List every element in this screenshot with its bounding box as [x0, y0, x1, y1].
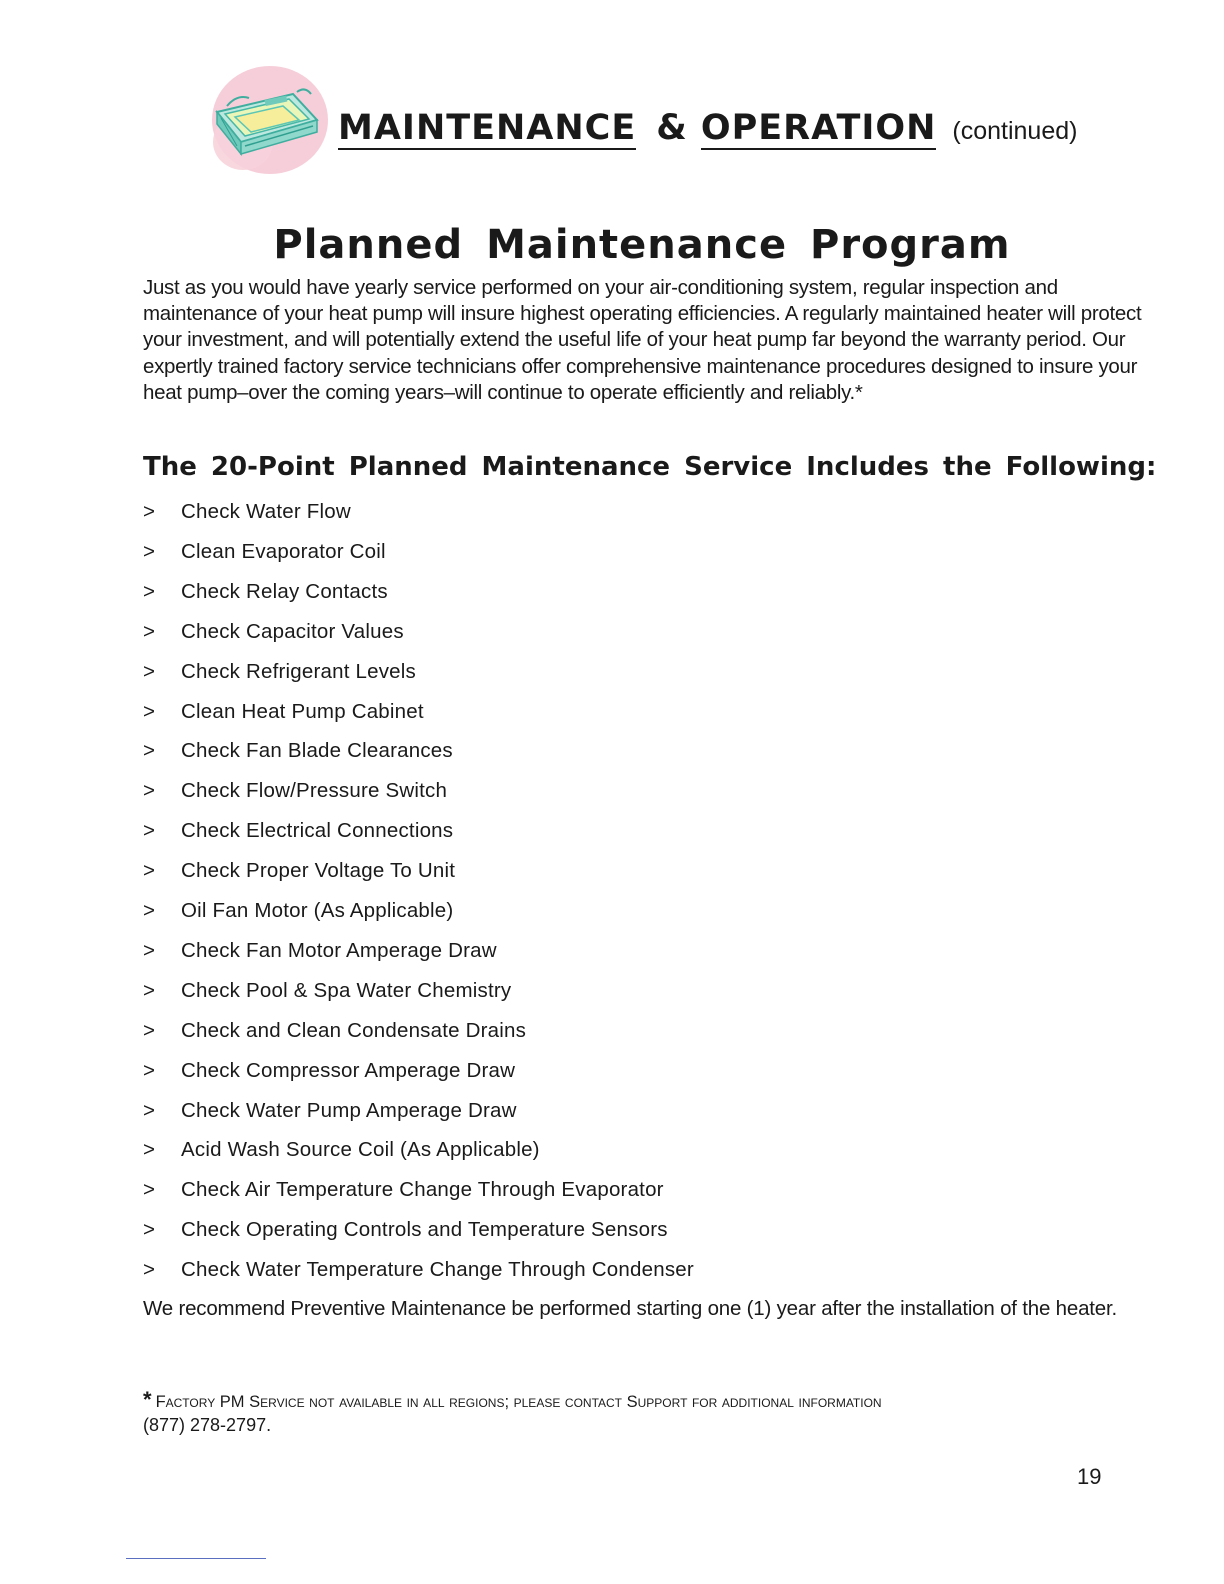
- footnote-text: Factory PM Service not available in all regions; please contact Support for additional information: [155, 1393, 882, 1411]
- bullet-arrow-icon: >: [143, 1178, 155, 1201]
- bullet-arrow-icon: >: [143, 979, 155, 1002]
- bullet-arrow-icon: >: [143, 620, 155, 643]
- page-title: Planned Maintenance Program: [273, 222, 1011, 268]
- checklist-item-label: Check and Clean Condensate Drains: [181, 1019, 527, 1042]
- checklist-item-label: Check Fan Motor Amperage Draw: [181, 939, 497, 962]
- checklist-item-label: Check Water Temperature Change Through Condenser: [181, 1258, 694, 1281]
- checklist-item-label: Check Air Temperature Change Through Evaporator: [181, 1178, 664, 1201]
- header-continued: (continued): [952, 117, 1078, 145]
- bullet-arrow-icon: >: [143, 819, 155, 842]
- footer-divider: [126, 1558, 266, 1559]
- checklist-item-label: Check Water Flow: [181, 500, 351, 523]
- checklist-item-label: Check Refrigerant Levels: [181, 660, 416, 683]
- bullet-arrow-icon: >: [143, 500, 155, 523]
- checklist-item-label: Acid Wash Source Coil (As Applicable): [181, 1138, 540, 1161]
- header-ampersand: &: [656, 108, 687, 148]
- checklist-item-label: Check Electrical Connections: [181, 819, 454, 842]
- recommendation-text: We recommend Preventive Maintenance be performed starting one (1) year after the installation of the heater.: [143, 1297, 1117, 1320]
- bullet-arrow-icon: >: [143, 899, 155, 922]
- footnote: [143, 1388, 903, 1438]
- bullet-arrow-icon: >: [143, 1099, 155, 1122]
- bullet-arrow-icon: >: [143, 700, 155, 723]
- checklist-item-label: Oil Fan Motor (As Applicable): [181, 899, 454, 922]
- checklist-item-label: Check Compressor Amperage Draw: [181, 1059, 516, 1082]
- bullet-arrow-icon: >: [143, 739, 155, 762]
- checklist-item-label: Check Proper Voltage To Unit: [181, 859, 456, 882]
- bullet-arrow-icon: >: [143, 859, 155, 882]
- bullet-arrow-icon: >: [143, 779, 155, 802]
- checklist-item-label: Clean Evaporator Coil: [181, 540, 386, 563]
- header-operation: OPERATION: [700, 108, 937, 148]
- heat-pump-icon: [205, 62, 330, 180]
- checklist-item-label: Check Flow/Pressure Switch: [181, 779, 448, 802]
- bullet-arrow-icon: >: [143, 1138, 155, 1161]
- footnote-phone: (877) 278-2797.: [143, 1415, 272, 1435]
- bullet-arrow-icon: >: [143, 1258, 155, 1281]
- section-header: [338, 108, 1077, 150]
- footnote-marker: *: [143, 1387, 152, 1412]
- checklist-item-label: Check Operating Controls and Temperature Sensors: [181, 1218, 668, 1241]
- intro-paragraph: Just as you would have yearly service performed on your air-conditioning system, regular inspection and maintenance of your heat pump will insure highest operating efficiencies. A regularly maintained heater will protect your investment, and will potentially extend the useful life of your heat pump far beyond the warranty period. Our expertly trained factory service technicians offer comprehensive maintenance procedures designed to insure your heat pump–over the coming years–will continue to operate efficiently and reliably.*: [143, 276, 1142, 404]
- checklist-item-label: Check Water Pump Amperage Draw: [181, 1099, 517, 1122]
- checklist-heading: The 20-Point Planned Maintenance Service Includes the Following:: [143, 452, 1157, 482]
- header-maintenance: MAINTENANCE: [338, 108, 637, 148]
- checklist-item-label: Clean Heat Pump Cabinet: [181, 700, 424, 723]
- bullet-arrow-icon: >: [143, 660, 155, 683]
- checklist-item-label: Check Fan Blade Clearances: [181, 739, 453, 762]
- page-number: 19: [1077, 1464, 1102, 1489]
- checklist-item-label: Check Capacitor Values: [181, 620, 404, 643]
- bullet-arrow-icon: >: [143, 540, 155, 563]
- bullet-arrow-icon: >: [143, 939, 155, 962]
- bullet-arrow-icon: >: [143, 580, 155, 603]
- bullet-arrow-icon: >: [143, 1218, 155, 1241]
- checklist-item-label: Check Relay Contacts: [181, 580, 388, 603]
- checklist-item-label: Check Pool & Spa Water Chemistry: [181, 979, 512, 1002]
- bullet-arrow-icon: >: [143, 1019, 155, 1042]
- bullet-arrow-icon: >: [143, 1059, 155, 1082]
